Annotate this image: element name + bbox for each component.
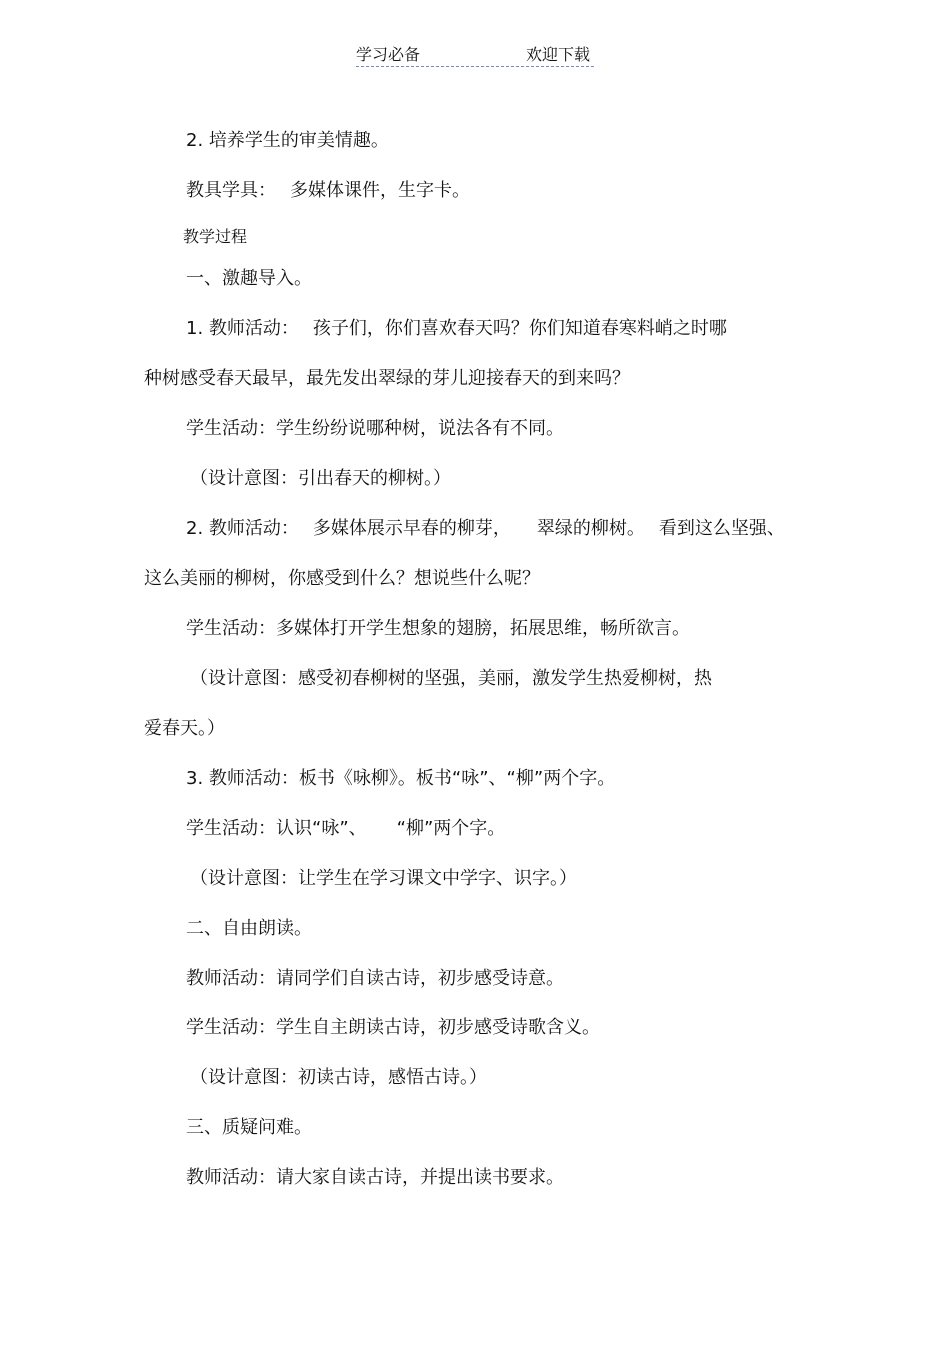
paragraph-line: 教师活动：请同学们自读古诗，初步感受诗意。 bbox=[186, 968, 564, 989]
teaching-aids bbox=[186, 179, 470, 203]
design-intent: （设计意图：让学生在学习课文中学字、识字。） bbox=[190, 868, 577, 889]
design-intent: （设计意图：感受初春柳树的坚强，美丽，激发学生热爱柳树，热 bbox=[190, 668, 712, 689]
paragraph-line: 学生活动：学生自主朗读古诗，初步感受诗歌含义。 bbox=[186, 1017, 600, 1038]
page-header bbox=[356, 40, 594, 67]
objective-2: 2. 培养学生的审美情趣。 bbox=[186, 130, 389, 151]
paragraph-line bbox=[186, 517, 785, 541]
student-activity-text: “柳”两个字。 bbox=[396, 818, 506, 839]
paragraph-line bbox=[186, 817, 505, 841]
paragraph-line: 种树感受春天最早，最先发出翠绿的芽儿迎接春天的到来吗？ bbox=[144, 368, 630, 389]
teacher-activity-label: 2. 教师活动： bbox=[186, 518, 299, 539]
header-left-text: 学习必备 bbox=[356, 45, 421, 64]
teacher-activity-text: 翠绿的柳树。 bbox=[536, 518, 645, 539]
design-intent: （设计意图：初读古诗，感悟古诗。） bbox=[190, 1067, 487, 1088]
paragraph-line: 这么美丽的柳树，你感受到什么？想说些什么呢？ bbox=[144, 568, 540, 589]
teaching-aids-value: 多媒体课件，生字卡。 bbox=[290, 180, 470, 201]
paragraph-line bbox=[186, 317, 727, 341]
teacher-activity-label: 1. 教师活动： bbox=[186, 318, 299, 339]
teaching-aids-label: 教具学具： bbox=[186, 180, 276, 201]
heading-part-2: 二、自由朗读。 bbox=[186, 918, 312, 939]
paragraph-line: 教师活动：请大家自读古诗，并提出读书要求。 bbox=[186, 1167, 564, 1188]
teacher-activity-text: 多媒体展示早春的柳芽， bbox=[312, 518, 511, 539]
paragraph-line: 爱春天。） bbox=[144, 718, 225, 739]
student-activity-text: 学生活动：认识“咏”、 bbox=[186, 818, 367, 839]
heading-part-1: 一、激趣导入。 bbox=[186, 268, 312, 289]
teacher-activity-text: 看到这么坚强、 bbox=[658, 518, 785, 539]
teacher-activity-text: 孩子们，你们喜欢春天吗？你们知道春寒料峭之时哪 bbox=[312, 318, 727, 339]
paragraph-line: 学生活动：学生纷纷说哪种树，说法各有不同。 bbox=[186, 418, 564, 439]
section-heading-process: 教学过程 bbox=[183, 227, 248, 246]
design-intent: （设计意图：引出春天的柳树。） bbox=[190, 468, 451, 489]
paragraph-line: 3. 教师活动：板书《咏柳》。板书“咏”、“柳”两个字。 bbox=[186, 768, 616, 789]
heading-part-3: 三、质疑问难。 bbox=[186, 1117, 312, 1138]
header-right-text: 欢迎下载 bbox=[525, 45, 590, 64]
paragraph-line: 学生活动：多媒体打开学生想象的翅膀，拓展思维，畅所欲言。 bbox=[186, 618, 690, 639]
